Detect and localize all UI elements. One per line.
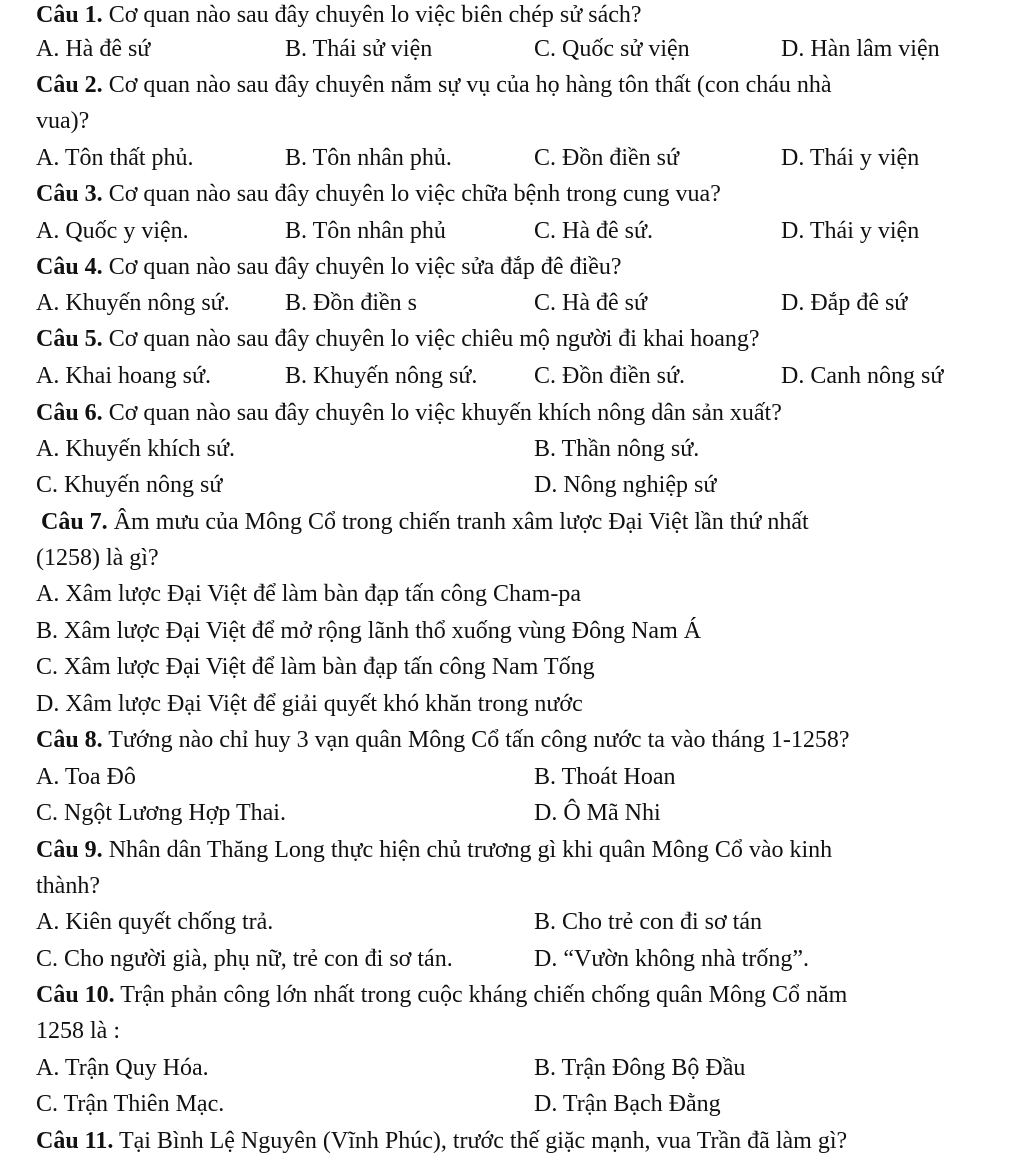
option-a: A. Xâm lược Đại Việt để làm bàn đạp tấn công Cham-pa: [36, 581, 581, 607]
question-6: [36, 395, 996, 431]
option-b: B. Đồn điền s: [285, 290, 417, 316]
option-a: A. Khai hoang sứ.: [36, 363, 211, 389]
option-c: C. Đồn điền sứ: [534, 145, 680, 171]
question-continuation: [36, 1013, 996, 1049]
options-row: [36, 431, 996, 467]
options-row: [36, 904, 996, 940]
question-11: [36, 1123, 996, 1159]
option-c: C. Trận Thiên Mạc.: [36, 1091, 225, 1117]
question-number: Câu 6.: [36, 400, 103, 426]
question-number: Câu 7.: [41, 509, 108, 535]
question-7: [41, 504, 1001, 540]
question-text: Âm mưu của Mông Cổ trong chiến tranh xâm lược Đại Việt lần thứ nhất: [113, 509, 809, 535]
question-8: [36, 722, 996, 758]
option-b: B. Thái sử viện: [285, 36, 433, 62]
options-row: [36, 31, 996, 67]
option-c: C. Hà đê sứ: [534, 290, 647, 316]
question-5: [36, 321, 996, 357]
question-continuation: [36, 540, 996, 576]
question-number: Câu 4.: [36, 254, 103, 280]
question-text: Cơ quan nào sau đây chuyên lo việc chữa bệnh trong cung vua?: [108, 181, 721, 207]
options-row: [36, 759, 996, 795]
option-d: D. Canh nông sứ: [781, 363, 944, 389]
options-row: [36, 1086, 996, 1122]
question-number: Câu 5.: [36, 326, 103, 352]
question-number: Câu 11.: [36, 1128, 114, 1154]
question-text: Tướng nào chỉ huy 3 vạn quân Mông Cổ tấn công nước ta vào tháng 1-1258?: [108, 727, 850, 753]
option-a: A. Tôn thất phủ.: [36, 145, 194, 171]
options-row: [36, 140, 996, 176]
option-d: D. Nông nghiệp sứ: [534, 472, 717, 498]
question-2: [36, 67, 996, 103]
question-text: Cơ quan nào sau đây chuyên lo việc biên chép sử sách?: [108, 2, 642, 28]
question-10: [36, 977, 996, 1013]
option-c: C. Khuyến nông sứ: [36, 472, 223, 498]
option-b: B. Tôn nhân phủ: [285, 218, 446, 244]
options-row: [36, 941, 996, 977]
question-text: Nhân dân Thăng Long thực hiện chủ trương gì khi quân Mông Cổ vào kinh: [108, 837, 833, 863]
question-text: Cơ quan nào sau đây chuyên lo việc sửa đắp đê điều?: [108, 254, 622, 280]
options-row: [36, 1050, 996, 1086]
option-c: C. Quốc sử viện: [534, 36, 690, 62]
option-a: A. Quốc y viện.: [36, 218, 189, 244]
question-text: Cơ quan nào sau đây chuyên lo việc chiêu mộ người đi khai hoang?: [108, 326, 760, 352]
question-text: Cơ quan nào sau đây chuyên lo việc khuyến khích nông dân sản xuất?: [108, 400, 782, 426]
option-c: C. Hà đê sứ.: [534, 218, 653, 244]
question-number: Câu 8.: [36, 727, 103, 753]
question-1: [36, 0, 996, 33]
options-row: [36, 795, 996, 831]
question-3: [36, 176, 996, 212]
question-text-continued: vua)?: [36, 108, 90, 134]
option-a: A. Kiên quyết chống trả.: [36, 909, 274, 935]
question-number: Câu 3.: [36, 181, 103, 207]
option-d: D. Thái y viện: [781, 145, 920, 171]
option-b: B. Thoát Hoan: [534, 764, 676, 790]
option-d: D. Thái y viện: [781, 218, 920, 244]
option-d: D. Trận Bạch Đằng: [534, 1091, 721, 1117]
option-a: A. Toa Đô: [36, 764, 136, 790]
question-number: Câu 9.: [36, 837, 103, 863]
option-d: D. Hàn lâm viện: [781, 36, 940, 62]
options-row: [36, 358, 996, 394]
question-number: Câu 2.: [36, 72, 103, 98]
question-text: Cơ quan nào sau đây chuyên nắm sự vụ của họ hàng tôn thất (con cháu nhà: [108, 72, 832, 98]
option-d: D. Đắp đê sứ: [781, 290, 908, 316]
option-c: C. Cho người già, phụ nữ, trẻ con đi sơ tán.: [36, 946, 453, 972]
option-b: B. Khuyến nông sứ.: [285, 363, 478, 389]
option-a: A. Khuyến nông sứ.: [36, 290, 230, 316]
options-row: [36, 285, 996, 321]
option-b: B. Xâm lược Đại Việt để mở rộng lãnh thổ xuống vùng Đông Nam Á: [36, 618, 702, 644]
option-b: B. Trận Đông Bộ Đầu: [534, 1055, 746, 1081]
question-text-continued: (1258) là gì?: [36, 545, 159, 571]
option-c: C. Ngột Lương Hợp Thai.: [36, 800, 286, 826]
question-4: [36, 249, 996, 285]
options-row: [36, 213, 996, 249]
question-9: [36, 832, 996, 868]
question-text-continued: 1258 là :: [36, 1018, 120, 1044]
option-d: D. “Vườn không nhà trống”.: [534, 946, 809, 972]
option-b: B. Cho trẻ con đi sơ tán: [534, 909, 762, 935]
option-d: D. Ô Mã Nhi: [534, 800, 661, 826]
question-continuation: [36, 868, 996, 904]
option-a: A. Hà đê sứ: [36, 36, 151, 62]
question-continuation: [36, 103, 996, 139]
question-text-continued: thành?: [36, 873, 100, 899]
option-a: A. Trận Quy Hóa.: [36, 1055, 209, 1081]
option-c: C. Đồn điền sứ.: [534, 363, 686, 389]
options-row: [36, 467, 996, 503]
question-number: Câu 1.: [36, 2, 103, 28]
option-b: B. Thần nông sứ.: [534, 436, 700, 462]
option-c: C. Xâm lược Đại Việt để làm bàn đạp tấn công Nam Tống: [36, 654, 595, 680]
option-b: B. Tôn nhân phủ.: [285, 145, 452, 171]
question-number: Câu 10.: [36, 982, 115, 1008]
option-d: D. Xâm lược Đại Việt để giải quyết khó khăn trong nước: [36, 691, 583, 717]
option-a: A. Khuyến khích sứ.: [36, 436, 235, 462]
question-text: Trận phản công lớn nhất trong cuộc kháng chiến chống quân Mông Cổ năm: [120, 982, 848, 1008]
question-text: Tại Bình Lệ Nguyên (Vĩnh Phúc), trước thế giặc mạnh, vua Trần đã làm gì?: [118, 1128, 848, 1154]
